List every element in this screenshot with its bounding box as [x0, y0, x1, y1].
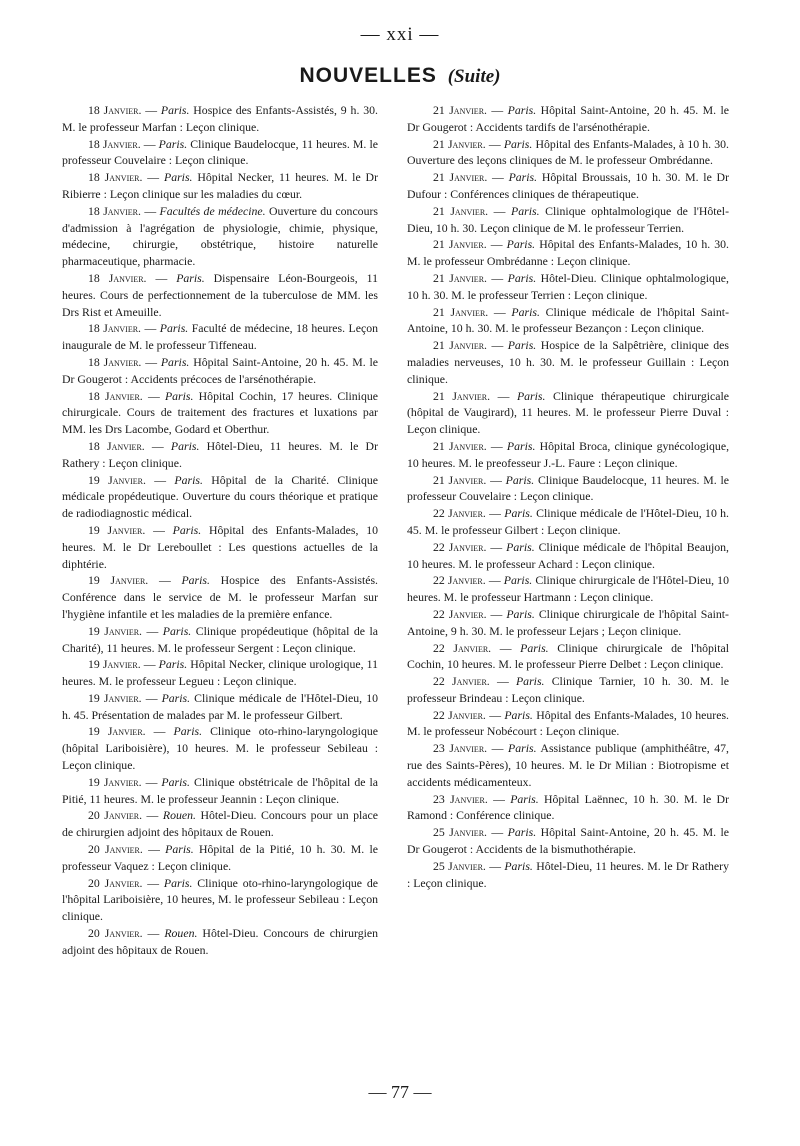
entry-place: Paris. — [172, 522, 202, 537]
news-entry: 22 Janvier. — Paris. Clinique Tarnier, 10 h. 30. M. le professeur Brindeau : Leçon clinique. — [407, 674, 729, 705]
news-entry: 19 Janvier. — Paris. Clinique oto-rhino-laryngologique (hôpital Lariboisière), 10 heures. M. le professeur Sebileau : Leçon clinique. — [62, 724, 378, 773]
entry-text: Assistance publique (amphithéâtre, 47, rue des Saints-Pères), 10 heures. M. le Dr Milian : Biotropisme et accidents médicamenteux. — [407, 741, 729, 789]
entry-text: Clinique ophtalmologique de l'Hôtel-Dieu, 10 h. 30. Leçon clinique de M. le professeur Terrien. — [407, 203, 729, 235]
news-entry: 19 Janvier. — Paris. Clinique médicale de l'Hôtel-Dieu, 10 h. 45. Présentation de malades par M. le professeur Gilbert. — [62, 690, 378, 722]
news-entry: 23 Janvier. — Paris. Assistance publique (amphithéâtre, 47, rue des Saints-Pères), 10 heures. M. le Dr Milian : Biotropisme et accidents médicamenteux. — [407, 741, 729, 789]
entry-place: Paris. — [165, 842, 194, 857]
news-entry: 21 Janvier. — Paris. Hospice de la Salpêtrière, clinique des maladies nerveuses, 10 h. 30. M. le professeur Guillain : Leçon clinique. — [407, 338, 729, 386]
entry-place: Paris. — [173, 724, 203, 739]
entry-date: 18 Janvier. — [88, 136, 141, 151]
title-text: NOUVELLES — [299, 64, 437, 87]
news-entry: 20 Janvier. — Paris. Clinique oto-rhino-laryngologique de l'hôpital Lariboisière, 10 heures, M. le professeur Sebileau : Leçon clinique. — [62, 875, 378, 924]
entry-place: Paris. — [520, 640, 549, 655]
news-entry: 22 Janvier. — Paris. Clinique médicale de l'hôpital Beaujon, 10 heures. M. le professeur Achard : Leçon clinique. — [407, 539, 729, 571]
entry-date: 18 Janvier. — [88, 103, 142, 117]
news-entry: 21 Janvier. — Paris. Clinique Baudelocque, 11 heures. M. le professeur Couvelaire : Leçon clinique. — [407, 472, 729, 504]
news-entry: 18 Janvier. — Paris. Hospice des Enfants-Assistés, 9 h. 30. M. le professeur Marfan : Leçon clinique. — [62, 103, 378, 134]
entry-text: Hôtel-Dieu. Clinique ophtalmologique, 10 h. 30. M. le professeur Terrien : Leçon clinique. — [407, 270, 729, 302]
entry-text: Clinique Baudelocque, 11 heures. M. le professeur Couvelaire : Leçon clinique. — [62, 136, 378, 168]
entry-text: Hôpital Necker, clinique urologique, 11 heures. M. le professeur Legueu : Leçon clinique. — [62, 657, 378, 689]
entry-date: 21 Janvier. — [433, 472, 487, 487]
entry-date: 21 Janvier. — [433, 103, 487, 117]
entry-place: Paris. — [161, 690, 191, 705]
entry-place: Paris. — [511, 203, 540, 218]
entry-date: 21 Janvier. — [433, 136, 486, 151]
entry-date: 21 Janvier. — [433, 203, 489, 218]
news-entry: 19 Janvier. — Paris. Clinique propédeutique (hôpital de la Charité), 11 heures. M. le professeur Sergent : Leçon clinique. — [62, 623, 378, 655]
entry-date: 19 Janvier. — [88, 690, 142, 705]
entry-place: Paris. — [170, 438, 200, 453]
entry-date: 23 Janvier. — [433, 741, 488, 756]
entry-text: Faculté de médecine, 18 heures. Leçon inaugurale de M. le professeur Tiffeneau. — [62, 321, 379, 353]
entry-date: 19 Janvier. — [88, 774, 142, 789]
entry-text: Hôpital Saint-Antoine, 20 h. 45. M. le Dr Gougerot : Accidents tardifs de l'arsénothérapie. — [407, 103, 730, 134]
entry-place: Paris. — [507, 270, 537, 285]
entry-place: Paris. — [160, 103, 190, 117]
entry-place: Paris. — [162, 623, 192, 638]
entry-date: 21 Janvier. — [433, 438, 487, 453]
news-entry: 21 Janvier. — Paris. Hôpital des Enfants-Malades, à 10 h. 30. Ouverture des leçons cliniques de M. le professeur Ombrédanne. — [407, 136, 730, 168]
entry-text: Clinique médicale de l'hôpital Saint-Antoine, 10 h. 30. M. le professeur Bezançon : Leçon clinique. — [407, 304, 729, 336]
news-entry: 21 Janvier. — Paris. Hôpital Broca, clinique gynécologique, 10 heures. M. le preofesseur J.-L. Faure : Leçon clinique. — [407, 438, 730, 470]
left-column — [62, 102, 378, 959]
entry-text: Clinique Tarnier, 10 h. 30. M. le professeur Brindeau : Leçon clinique. — [407, 674, 729, 705]
news-entry: 22 Janvier. — Paris. Clinique médicale de l'Hôtel-Dieu, 10 h. 45. M. le professeur Gilbert : Leçon clinique. — [407, 506, 729, 537]
news-entry: 18 Janvier. — Paris. Hôpital Necker, 11 heures. M. le Dr Ribierre : Leçon clinique sur les maladies du cœur. — [62, 170, 379, 201]
entry-text: Clinique oto-rhino-laryngologique (hôpital Lariboisière), 10 heures. M. le professeur Sebileau : Leçon clinique. — [62, 724, 378, 773]
entry-date: 21 Janvier. — [433, 170, 488, 185]
news-entry: 25 Janvier. — Paris. Hôpital Saint-Antoine, 20 h. 45. M. le Dr Gougerot : Accidents de la bismuthothérapie. — [407, 825, 730, 857]
entry-date: 22 Janvier. — [433, 506, 486, 521]
entry-place: Paris. — [163, 170, 193, 185]
entry-place: Paris. — [164, 388, 194, 403]
entry-text: Hospice des Enfants-Assistés. Conférence dans le service de M. le professeur Marfan sur l'hygiène infantile et les maladies de la première enfance. — [62, 573, 379, 621]
right-column — [407, 102, 729, 891]
entry-date: 19 Janvier. — [88, 623, 143, 638]
entry-date: 18 Janvier. — [88, 203, 141, 218]
entry-text: Clinique thérapeutique chirurgicale (hôpital de Vaugirard), 11 heures. M. le professeur Pierre Duval : Leçon clinique. — [407, 388, 729, 437]
entry-text: Clinique oto-rhino-laryngologique de l'hôpital Lariboisière, 10 heures, M. le professeur Sebileau : Leçon clinique. — [62, 875, 378, 924]
entry-text: Clinique médicale de l'Hôtel-Dieu, 10 h. 45. Présentation de malades par M. le professeur Gilbert. — [62, 690, 378, 722]
entry-date: 18 Janvier. — [88, 354, 142, 369]
entry-place: Paris. — [158, 657, 188, 672]
entry-text: Clinique chirurgicale de l'hôpital Saint-Antoine, 9 h. 30. M. le professeur Lejars ; Leçon clinique. — [407, 606, 729, 638]
entry-date: 22 Janvier. — [433, 674, 490, 689]
news-entry: 21 Janvier. — Paris. Clinique ophtalmologique de l'Hôtel-Dieu, 10 h. 30. Leçon clinique de M. le professeur Terrien. — [407, 203, 729, 235]
entry-place: Paris. — [510, 791, 539, 806]
page-title — [0, 64, 800, 88]
entry-date: 22 Janvier. — [433, 640, 492, 655]
news-entry: 22 Janvier. — Paris. Hôpital des Enfants-Malades, 10 heures. M. le professeur Nobécourt : Leçon clinique. — [407, 707, 729, 739]
news-entry: 23 Janvier. — Paris. Hôpital Laënnec, 10 h. 30. M. le Dr Ramond : Conférence clinique. — [407, 791, 730, 823]
entry-place: Paris. — [181, 573, 210, 588]
entry-place: Paris. — [506, 237, 536, 252]
entry-date: 18 Janvier. — [88, 388, 143, 403]
entry-date: 20 Janvier. — [88, 875, 143, 890]
entry-date: 19 Janvier. — [88, 472, 146, 487]
news-entry: 21 Janvier. — Paris. Hôpital Saint-Antoine, 20 h. 45. M. le Dr Gougerot : Accidents tardifs de l'arsénothérapie. — [407, 103, 730, 134]
entry-text: Ouverture du concours d'admission à l'agrégation de physiologie, chimie, physique, médecine, chirurgie, obstétrique, histoire naturelle pharmaceutique, pharmacie. — [62, 203, 378, 269]
entry-text: Hôpital des Enfants-Malades, 10 h. 30. M. le professeur Ombrédanne : Leçon clinique. — [407, 237, 730, 269]
entry-date: 18 Janvier. — [88, 270, 147, 285]
entry-place: Paris. — [506, 438, 536, 453]
entry-text: Hôtel-Dieu. Concours pour un place de chirurgien adjoint des hôpitaux de Rouen. — [62, 808, 378, 840]
entry-date: 19 Janvier. — [88, 522, 146, 537]
news-entry: 18 Janvier. — Paris. Hôpital Saint-Antoine, 20 h. 45. M. le Dr Gougerot : Accidents précoces de l'arsénothérapie. — [62, 354, 378, 386]
title-suite: (Suite) — [447, 66, 501, 87]
news-entry: 22 Janvier. — Paris. Clinique chirurgicale de l'hôpital Cochin, 10 heures. M. le professeur Pierre Delbet : Leçon clinique. — [407, 640, 730, 672]
entry-date: 22 Janvier. — [433, 539, 487, 554]
entry-place: Rouen. — [164, 926, 198, 941]
entry-date: 20 Janvier. — [88, 808, 143, 823]
news-entry: 21 Janvier. — Paris. Clinique médicale de l'hôpital Saint-Antoine, 10 h. 30. M. le professeur Bezançon : Leçon clinique. — [407, 304, 729, 336]
news-entry: 18 Janvier. — Paris. Hôpital Cochin, 17 heures. Clinique chirurgicale. Cours de traitement des fractures et luxations par MM. les Drs Lacombe, Godard et Oberthur. — [62, 388, 378, 437]
entry-text: Hôpital de la Pitié, 10 h. 30. M. le professeur Vaquez : Leçon clinique. — [62, 842, 378, 873]
page-number: — 77 — — [368, 1082, 432, 1102]
entry-place: Paris. — [508, 170, 538, 185]
news-entry: 22 Janvier. — Paris. Clinique chirurgicale de l'Hôtel-Dieu, 10 heures. M. le professeur Hartmann : Leçon clinique. — [407, 573, 729, 605]
entry-place: Paris. — [176, 270, 205, 285]
news-entry: 19 Janvier. — Paris. Hospice des Enfants-Assistés. Conférence dans le service de M. le professeur Marfan sur l'hygiène infantile et les maladies de la première enfance. — [62, 573, 379, 621]
entry-place: Paris. — [516, 388, 546, 403]
entry-text: Hôpital Saint-Antoine, 20 h. 45. M. le Dr Gougerot : Accidents de la bismuthothérapie. — [407, 825, 730, 857]
entry-place: Paris. — [504, 506, 533, 521]
entry-text: Hôpital de la Charité. Clinique médicale propédeutique. Ouverture du cours théorique et pratique de radiodiagnostic médical. — [62, 472, 379, 521]
entry-date: 21 Janvier. — [433, 338, 488, 353]
entry-text: Hospice des Enfants-Assistés, 9 h. 30. M. le professeur Marfan : Leçon clinique. — [62, 103, 378, 134]
entry-date: 22 Janvier. — [433, 573, 486, 588]
news-entry: 21 Janvier. — Paris. Hôpital Broussais, 10 h. 30. M. le Dr Dufour : Conférences cliniques de thérapeutique. — [407, 170, 730, 201]
entry-text: Clinique obstétricale de l'hôpital de la Pitié, 11 heures. M. le professeur Jeannin : Leçon clinique. — [62, 774, 379, 806]
entry-text: Clinique médicale de l'hôpital Beaujon, 10 heures. M. le professeur Achard : Leçon clinique. — [407, 539, 729, 571]
entry-text: Hôpital des Enfants-Malades, 10 heures. M. le professeur Nobécourt : Leçon clinique. — [407, 707, 729, 739]
entry-place: Paris. — [506, 539, 535, 554]
entry-date: 21 Janvier. — [433, 237, 487, 252]
entry-date: 18 Janvier. — [88, 170, 143, 185]
entry-text: Hôpital des Enfants-Malades, 10 heures. M. le Dr Lereboullet : Les questions actuelles de la diphtérie. — [62, 522, 379, 571]
news-entry: 20 Janvier. — Rouen. Hôtel-Dieu. Concours pour un place de chirurgien adjoint des hôpitaux de Rouen. — [62, 808, 378, 840]
entry-date: 18 Janvier. — [88, 321, 142, 336]
entry-place: Paris. — [503, 136, 533, 151]
entry-place: Rouen. — [162, 808, 196, 823]
entry-place: Paris. — [174, 472, 203, 487]
entry-text: Hospice de la Salpêtrière, clinique des maladies nerveuses, 10 h. 30. M. le professeur Guillain : Leçon clinique. — [407, 338, 729, 386]
entry-place: Paris. — [161, 774, 190, 789]
entry-date: 19 Janvier. — [88, 573, 149, 588]
entry-text: Hôpital Necker, 11 heures. M. le Dr Ribierre : Leçon clinique sur les maladies du cœur. — [62, 170, 379, 201]
entry-date: 21 Janvier. — [433, 388, 491, 403]
entry-place: Paris. — [504, 707, 533, 722]
entry-date: 20 Janvier. — [88, 926, 143, 941]
news-entry: 22 Janvier. — Paris. Clinique chirurgicale de l'hôpital Saint-Antoine, 9 h. 30. M. le professeur Lejars ; Leçon clinique. — [407, 606, 729, 638]
entry-text: Dispensaire Léon-Bourgeois, 11 heures. Cours de perfectionnement de la tuberculose de MM. les Drs Rist et Ameuille. — [62, 270, 378, 319]
news-entry: 20 Janvier. — Rouen. Hôtel-Dieu. Concours de chirurgien adjoint des hôpitaux de Rouen. — [62, 926, 379, 957]
entry-place: Paris. — [515, 674, 545, 689]
entry-place: Paris. — [505, 472, 535, 487]
entry-place: Paris. — [503, 573, 533, 588]
entry-place: Paris. — [508, 741, 537, 756]
entry-place: Paris. — [507, 825, 537, 840]
entry-place: Paris. — [163, 875, 193, 890]
entry-text: Hôpital Broussais, 10 h. 30. M. le Dr Dufour : Conférences cliniques de thérapeutique. — [407, 170, 730, 201]
news-entry: 21 Janvier. — Paris. Hôtel-Dieu. Clinique ophtalmologique, 10 h. 30. M. le professeur Terrien : Leçon clinique. — [407, 270, 729, 302]
news-entry: 19 Janvier. — Paris. Hôpital des Enfants-Malades, 10 heures. M. le Dr Lereboullet : Les questions actuelles de la diphtérie. — [62, 522, 379, 571]
entry-text: Hôpital Laënnec, 10 h. 30. M. le Dr Ramond : Conférence clinique. — [407, 791, 730, 823]
news-entry: 19 Janvier. — Paris. Hôpital Necker, clinique urologique, 11 heures. M. le professeur Legueu : Leçon clinique. — [62, 657, 378, 689]
news-entry: 21 Janvier. — Paris. Hôpital des Enfants-Malades, 10 h. 30. M. le professeur Ombrédanne : Leçon clinique. — [407, 237, 730, 269]
news-entry: 18 Janvier. — Paris. Dispensaire Léon-Bourgeois, 11 heures. Cours de perfectionnement de la tuberculose de MM. les Drs Rist et Ameuille. — [62, 270, 378, 319]
entry-place: Paris. — [506, 606, 535, 621]
entry-text: Clinique médicale de l'Hôtel-Dieu, 10 h. 45. M. le professeur Gilbert : Leçon clinique. — [407, 506, 729, 537]
entry-date: 21 Janvier. — [433, 270, 487, 285]
entry-text: Hôtel-Dieu, 11 heures. M. le Dr Rathery : Leçon clinique. — [62, 438, 378, 470]
entry-place: Paris. — [160, 354, 190, 369]
entry-text: Clinique chirurgicale de l'hôpital Cochin, 10 heures. M. le professeur Pierre Delbet : Leçon clinique. — [407, 640, 730, 672]
entry-place: Paris. — [158, 136, 188, 151]
entry-date: 25 Janvier. — [433, 825, 487, 840]
entry-date: 25 Janvier. — [433, 858, 486, 873]
news-entry: 21 Janvier. — Paris. Clinique thérapeutique chirurgicale (hôpital de Vaugirard), 11 heures. M. le professeur Pierre Duval : Leçon clinique. — [407, 388, 729, 437]
entry-place: Paris. — [507, 338, 537, 353]
news-entry: 18 Janvier. — Paris. Hôtel-Dieu, 11 heures. M. le Dr Rathery : Leçon clinique. — [62, 438, 378, 470]
entry-place: Facultés de médecine. — [159, 203, 266, 218]
entry-date: 19 Janvier. — [88, 657, 141, 672]
entry-place: Paris. — [504, 858, 533, 873]
entry-text: Hôpital Saint-Antoine, 20 h. 45. M. le Dr Gougerot : Accidents précoces de l'arsénothérapie. — [62, 354, 378, 386]
entry-date: 18 Janvier. — [88, 438, 145, 453]
entry-date: 23 Janvier. — [433, 791, 488, 806]
entry-date: 20 Janvier. — [88, 842, 143, 857]
entry-place: Paris. — [511, 304, 540, 319]
entry-place: Paris. — [159, 321, 189, 336]
news-entry: 20 Janvier. — Paris. Hôpital de la Pitié, 10 h. 30. M. le professeur Vaquez : Leçon clinique. — [62, 842, 378, 873]
news-entry: 18 Janvier. — Paris. Clinique Baudelocque, 11 heures. M. le professeur Couvelaire : Leçon clinique. — [62, 136, 378, 168]
entry-text: Clinique chirurgicale de l'Hôtel-Dieu, 10 heures. M. le professeur Hartmann : Leçon clinique. — [407, 573, 729, 605]
page-number-roman: — xxi — — [360, 24, 440, 45]
entry-text: Hôtel-Dieu, 11 heures. M. le Dr Rathery : Leçon clinique. — [407, 858, 729, 890]
news-entry: 25 Janvier. — Paris. Hôtel-Dieu, 11 heures. M. le Dr Rathery : Leçon clinique. — [407, 858, 729, 890]
news-entry: 19 Janvier. — Paris. Clinique obstétricale de l'hôpital de la Pitié, 11 heures. M. le professeur Jeannin : Leçon clinique. — [62, 774, 379, 806]
entry-text: Hôpital Broca, clinique gynécologique, 10 heures. M. le preofesseur J.-L. Faure : Leçon clinique. — [407, 438, 730, 470]
entry-text: Hôpital des Enfants-Malades, à 10 h. 30. Ouverture des leçons cliniques de M. le professeur Ombrédanne. — [407, 136, 730, 168]
entry-text: Clinique Baudelocque, 11 heures. M. le professeur Couvelaire : Leçon clinique. — [407, 472, 729, 504]
entry-date: 19 Janvier. — [88, 724, 146, 739]
news-entry: 18 Janvier. — Paris. Faculté de médecine, 18 heures. Leçon inaugurale de M. le professeur Tiffeneau. — [62, 321, 379, 353]
news-entry: 18 Janvier. — Facultés de médecine. Ouverture du concours d'admission à l'agrégation de physiologie, chimie, physique, médecine, chirurgie, obstétrique, histoire naturelle pharmaceutique, pharmacie. — [62, 203, 378, 269]
entry-text: Hôpital Cochin, 17 heures. Clinique chirurgicale. Cours de traitement des fractures et luxations par MM. les Drs Lacombe, Godard et Oberthur. — [62, 388, 378, 437]
entry-date: 22 Janvier. — [433, 606, 487, 621]
news-entry: 19 Janvier. — Paris. Hôpital de la Charité. Clinique médicale propédeutique. Ouverture du cours théorique et pratique de radiodiagnostic médical. — [62, 472, 379, 521]
entry-date: 22 Janvier. — [433, 707, 486, 722]
entry-text: Clinique propédeutique (hôpital de la Charité), 11 heures. M. le professeur Sergent : Leçon clinique. — [62, 623, 378, 655]
entry-date: 21 Janvier. — [433, 304, 489, 319]
entry-text: Hôtel-Dieu. Concours de chirurgien adjoint des hôpitaux de Rouen. — [62, 926, 379, 957]
entry-place: Paris. — [507, 103, 537, 117]
